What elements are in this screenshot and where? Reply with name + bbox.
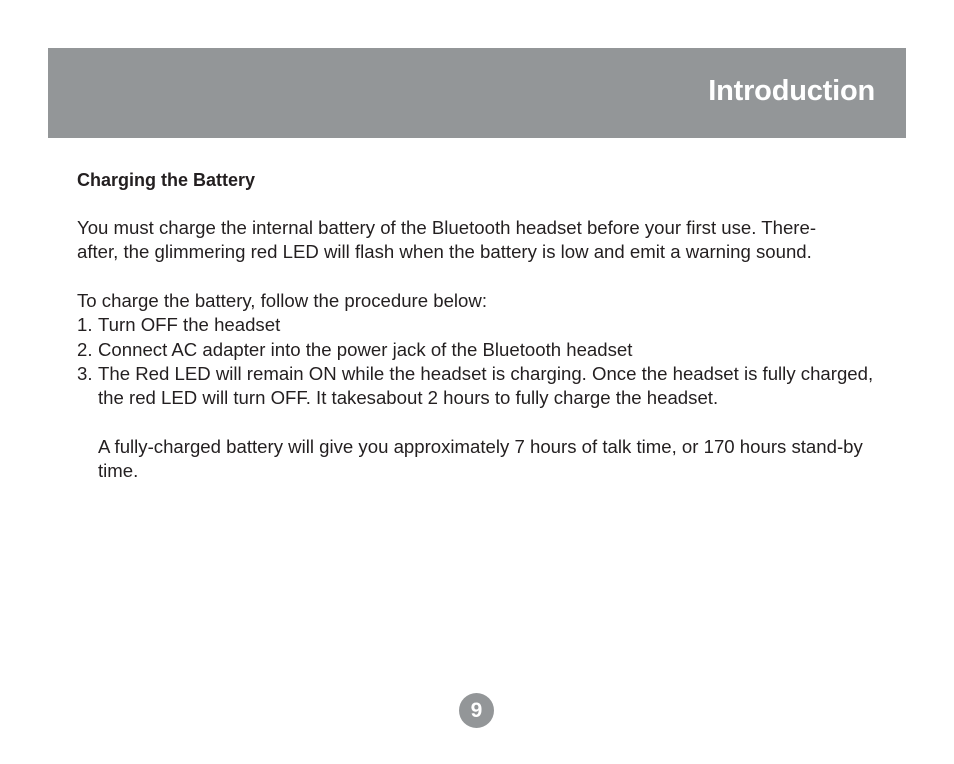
steps-list [77, 313, 897, 411]
step-number: 1. [77, 314, 93, 336]
battery-note: A fully-charged battery will give you approximately 7 hours of talk time, or 170 hours stand-by time. [98, 435, 863, 482]
step-number: 2. [77, 338, 93, 360]
page-number-badge: 9 [459, 693, 494, 728]
step-text: The Red LED will remain ON while the headset is charging. Once the headset is fully charged, the red LED will turn OFF. It takesabout 2 hours to fully charge the headset. [98, 363, 874, 409]
main-content [77, 168, 897, 484]
step-text: Turn OFF the headset [98, 314, 281, 336]
intro-paragraph [77, 216, 897, 265]
intro-line-1: You must charge the internal battery of the Bluetooth headset before your first use. There- [77, 217, 817, 238]
section-heading: Charging the Battery [77, 170, 256, 190]
list-item [77, 313, 897, 337]
page-title: Introduction [708, 75, 875, 107]
intro-line-2: after, the glimmering red LED will flash when the battery is low and emit a warning sound. [77, 241, 812, 263]
step-number: 3. [77, 363, 93, 385]
procedure-intro: To charge the battery, follow the procedure below: [77, 289, 487, 311]
list-item [77, 362, 897, 411]
step-text: Connect AC adapter into the power jack of the Bluetooth headset [98, 338, 633, 360]
list-item [77, 338, 897, 362]
header-bar [48, 48, 906, 138]
